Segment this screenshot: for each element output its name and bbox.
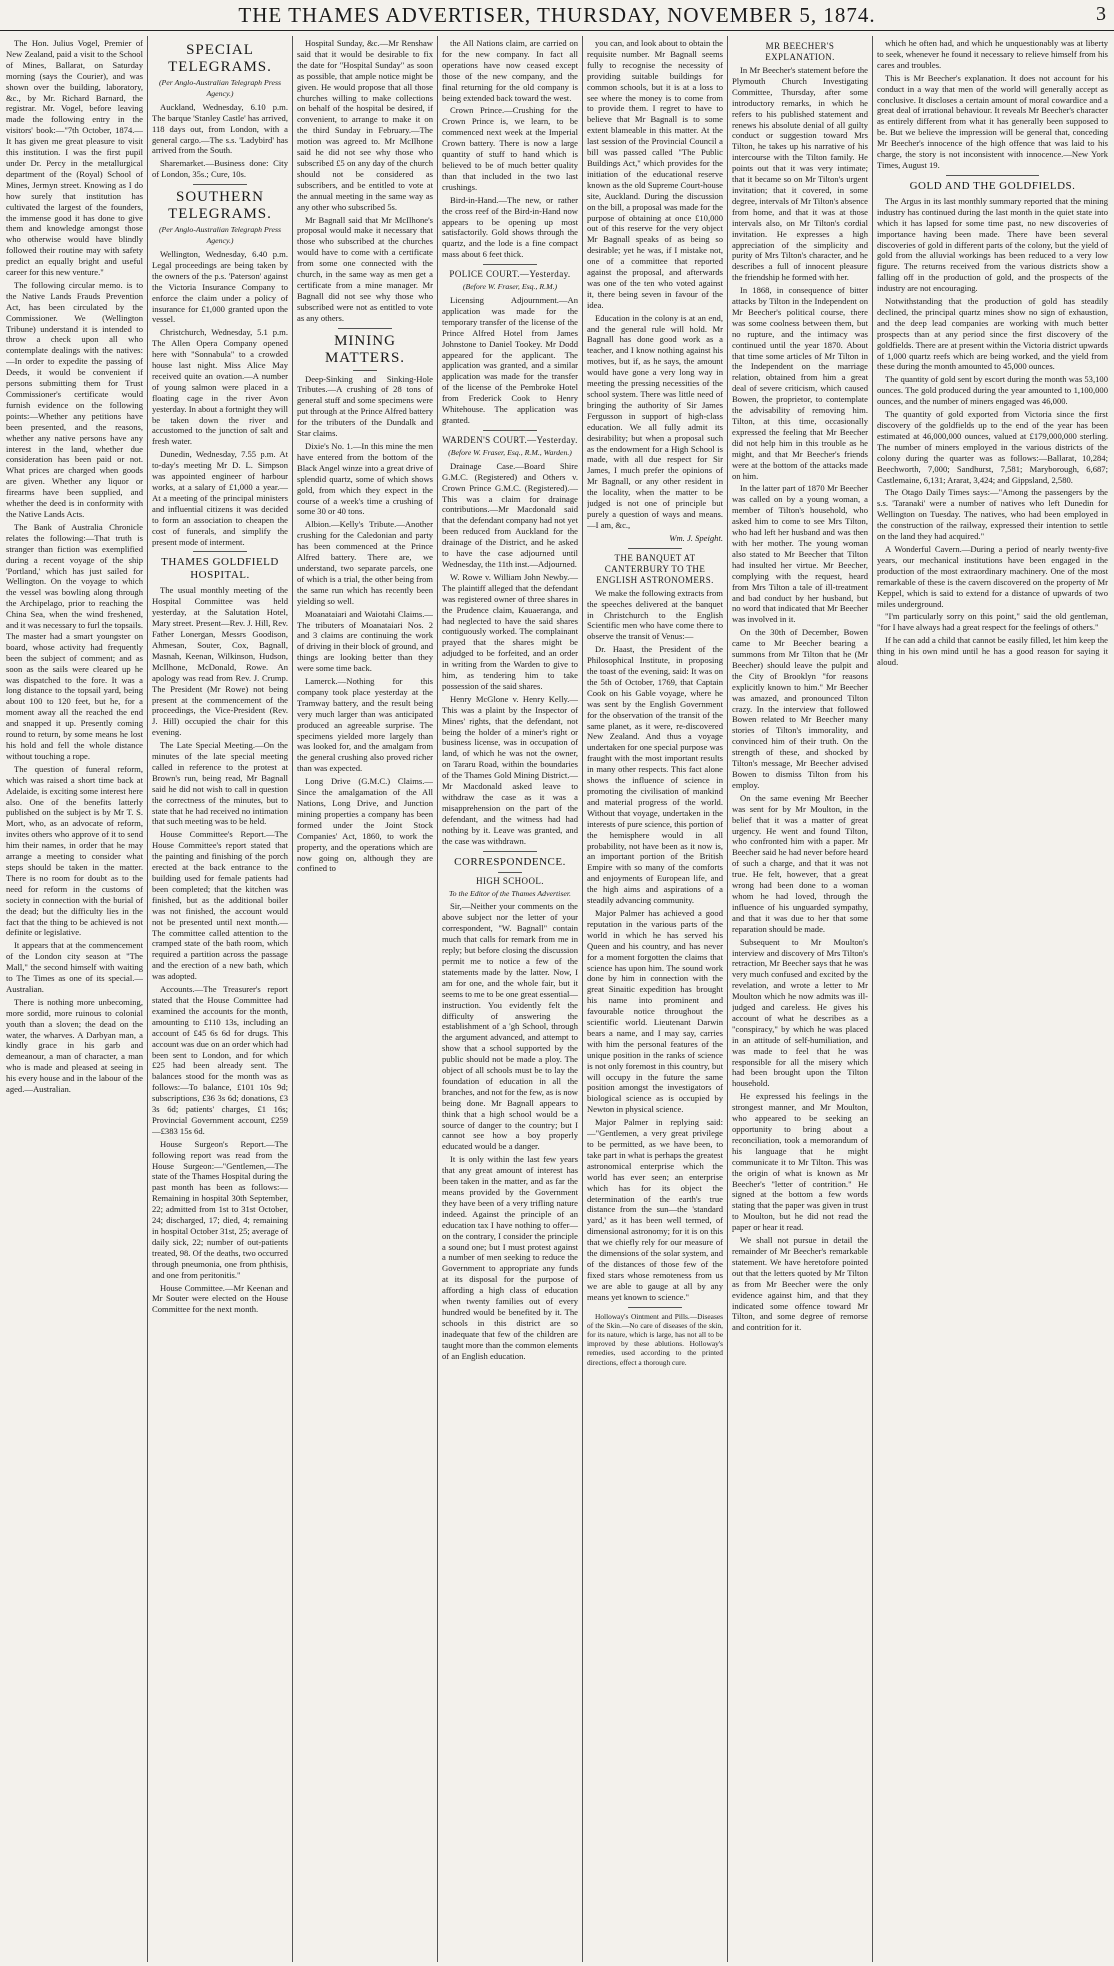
article-paragraph: The following circular memo. is to the Native Lands Frauds Prevention Act, has been circulated by the Commissioner. We (Wellington Tribune) understand it is intended to throw a check upon all who contemplate dealings with the natives:—In order to expedite the passing of Deeds, it would be convenient if persons submitting them for Trust Commissioner's certificate would furnish evidence on the following points:—Whether any petitions have been presented, and the reasons, whether any native persons have any interest in the land, whether due consideration has been paid or not. What prices are charged when goods are given. Whether any liquor or firearms have been supplied, and whether the deed is in conformity with the Native Lands Acts. bbox=[6, 279, 143, 519]
article-paragraph: The quantity of gold exported from Victoria since the first discovery of the goldfields up to the end of the year has been estimated at 46,000,000 ounces, valued at £179,000,000 sterling. The number of miners employed in the various districts of the colony during the quarter was as follows:—Ballarat, 10,284; Beechworth, 7,000; Sandhurst, 7,581; Maryborough, 6,687; Castlemaine, 6,131; Ararat, 3,424; and Gippsland, 2,580. bbox=[877, 409, 1108, 485]
section-heading: CORRESPONDENCE. bbox=[454, 855, 566, 868]
letter-addressee: To the Editor of the Thames Advertiser. bbox=[449, 888, 571, 898]
article-paragraph: you can, and look about to obtain the requisite number. Mr Bagnall seems fully to recognise the necessity of providing suitable buildings for common schools, but it is at a loss to see where the money is to come from to provide them. I regret to have to believe that Mr Bagnall is to some extent blameable in this matter. At the last session of the Provincial Council a bill was passed called "The Public Buildings Act," which provides for the initiation of the educational reserve known as the old Supreme Court-house site, Auckland. During the discussion on the bill, a proposal was made for the purpose of obtaining at once £10,000 out of this reserve for the very object Mr Bagnall speaks of as being so desirable; yet he was, if I mistake not, one of a committee that reported against the proposal, and afterwards was one of the ten who voted against it, there being seven in favour of the idea. bbox=[587, 38, 723, 310]
section-heading: THAMES GOLDFIELD HOSPITAL. bbox=[161, 556, 279, 582]
article-paragraph: On the 30th of December, Bowen came to Mr Beecher bearing a summons from Mr Tilton that he (Mr Beecher) should leave the pulpit and the City of Brooklyn "for reasons explicitly known to him." Mr Beecher was amazed, and pronounced Tilton crazy. In the interview that followed Bowen related to Mr Beecher many stories of Tilton's immorality, and convinced him of their truth. On the strength of these, and shocked by Tilton's message, Mr Beecher advised Bowen to dismiss Tilton from his employ. bbox=[732, 627, 868, 790]
article-paragraph: Henry McGlone v. Henry Kelly.—This was a plaint by the Inspector of Mines' rights, that the defendant, not being the holder of a miner's right or business license, was in occupation of land, of which he was not the owner, on Tararu Road, within the boundaries of the Thames Gold Mining District.—Mr Macdonald asked leave to withdraw the case as it was a misapprehension on the part of the defendant, and the witness had had nothing by it. Leave was granted, and the case was withdrawn. bbox=[442, 693, 578, 846]
article-paragraph: In Mr Beecher's statement before the Plymouth Church Investigating Committee, Thursday, after some introductory remarks, in which he refers to his published statement and renews his absolute denial of all guilty conduct or suggestion toward Mrs Tilton, he takes up his narrative of his intercourse with the Tilton family. He points out that it was very intimate; that it became so on Mr Tilton's urgent invitation; that it covered, in some degree, intervals of Mr Tilton's absence from home, and that it was at those intervals also, on Mr Tilton's cordial invitation. He expresses a high appreciation of the simplicity and purity of Mrs Tilton's character, and he describes a full of innocent pleasure the friendship he formed with her. bbox=[732, 65, 868, 283]
article-paragraph: Notwithstanding that the production of gold has steadily declined, the principal quartz mines show no sign of exhaustion, and the deep lead companies are working with much better prospects than at any period since the first discovery of the goldfields. There are at present within the Victoria district upwards of 1,000 quartz reefs which are being worked, and the yield from these during the month amounted to 45,000 ounces. bbox=[877, 296, 1108, 372]
article-paragraph: The Late Special Meeting.—On the minutes of the late special meeting called in reference to the protest at Brown's run, being read, Mr Bagnall said he did not wish to call in question the correctness of the minutes, but to state that he had received no intimation that such meeting was to be held. bbox=[152, 740, 288, 827]
article-paragraph: House Surgeon's Report.—The following report was read from the House Surgeon:—"Gentlemen,—The state of the Thames Hospital during the past month has been as follows:—Remaining in hospital 30th September, 22; admitted from 1st to 31st October, 24; discharged, 17; died, 4; remaining in hospital October 31st, 25; average of daily sick, 22; number of out-patients treated, 98. Of the deaths, two occurred through pneumonia, one from phthisis, and one from peritonitis." bbox=[152, 1138, 288, 1280]
article-paragraph: Licensing Adjournment.—An application was made for the temporary transfer of the license of the Prince Alfred Hotel from James Johnstone to Daniel Tookey. Mr Dodd appeared for the applicant. The application was granted, and a similar application was made for the transfer of the license of the Pembroke Hotel from Frederick Cook to Henry Whitehouse. The application was granted. bbox=[442, 295, 578, 425]
column-2 bbox=[152, 38, 288, 1962]
article-paragraph: Deep-Sinking and Sinking-Hole Tributes.—A crushing of 28 tons of general stuff and some specimens were put through at the Prince Alfred battery for the tributers of the Dundalk and Star claims. bbox=[297, 373, 433, 439]
column-5 bbox=[587, 38, 723, 1962]
divider bbox=[628, 1307, 682, 1308]
divider bbox=[628, 548, 682, 549]
article-paragraph: Subsequent to Mr Moulton's interview and discovery of Mrs Tilton's retraction, Mr Beecher says that he was very much confused and excited by the revelation, and wrote a letter to Mr Moulton which he now admits was ill-judged and careless. He gives his account of what he describes as a "conspiracy," by which he was placed in an attitude of self-humiliation, and was made to feel that he was responsible for all the misery which had been brought upon the Tilton household. bbox=[732, 936, 868, 1089]
telegram-wellington: Wellington, Wednesday, 6.40 p.m. Legal proceedings are being taken by the owners of the p.s. 'Paterson' against the Victoria Insurance Company to enforce the claim under a policy of insurance for £1,000 granted upon the vessel. bbox=[152, 248, 288, 325]
section-heading: THE BANQUET AT CANTERBURY TO THE ENGLISH ASTRONOMERS. bbox=[596, 552, 714, 585]
article-paragraph: It appears that at the commencement of the London city season at "The Mall," the second himself with waiting to The Times as one of its special.—Australian. bbox=[6, 940, 143, 994]
letter-signature: Wm. J. Speight. bbox=[669, 532, 723, 543]
court-before: (Before W. Fraser, Esq., R.M.) bbox=[462, 282, 558, 292]
telegram-dunedin: Dunedin, Wednesday, 7.55 p.m. At to-day's meeting Mr D. L. Simpson was appointed engineer of harbour works, at a salary of £1,000 a year.—At a meeting of the principal ministers and influential citizens it was decided to form an association to cheapen the cost of funerals, and simplify the present mode of interment. bbox=[152, 449, 288, 547]
divider bbox=[193, 551, 247, 552]
section-heading: MINING MATTERS. bbox=[324, 332, 406, 366]
article-paragraph: Lamerck.—Nothing for this company took place yesterday at the Tramway battery, and the result being very much larger than was anticipated produced an agreeable surprise. The specimens yielded more largely than was looked for, and the amalgam from the general crushing also proved richer than was expected. bbox=[297, 676, 433, 774]
article-paragraph: Education in the colony is at an end, and the general rule will hold. Mr Bagnall has done good work as a teacher, and I know nothing against his motives, but if, as he says, the amount would have gone a very long way in meeting the pressing necessities of the school system. There was little need of bringing the authority of Sir James Fergusson in support of high-class education. We all fully admit its desirability; but when a proposal such as the endowment for a High School is made, with all due respect for Sir James, I much prefer the opinions of Mr Bagnall, or any other resident in the locality, when the matter to be judged is not one of principle but purely a question of ways and means.—I am, &c., bbox=[587, 312, 723, 530]
article-paragraph: Drainage Case.—Board Shire G.M.C. (Registered) and Others v. Crown Prince G.M.C. (Registered).—This was a claim for drainage contributions.—Mr Macdonald said that the defendant company had not yet been reduced from Auckland for the drainage of the District, and he asked to have the case adjourned until Wednesday, the 11th inst.—Adjourned. bbox=[442, 460, 578, 569]
article-paragraph: Dixie's No. 1.—In this mine the men have entered from the bottom of the Black Angel winze into a great drive of splendid quartz, some of which shows gold, from which they expect in the course of a week's time a crushing of some 30 or 40 tons. bbox=[297, 441, 433, 517]
article-paragraph: Crown Prince.—Crushing for the Crown Prince is, we learn, to be commenced next week at the Imperial Crown battery. There is now a large quantity of stuff to hand which is believed to be of much better quality than that included in the two last crushings. bbox=[442, 105, 578, 192]
article-paragraph: Dr. Haast, the President of the Philosophical Institute, in proposing the toast of the evening, said: It was on the 5th of October, 1769, that Captain Cook on his Gable voyage, where he was sent by the English Government for the observation of the transit of the same planet, as it were, re-discovered New Zealand. And thus a voyage undertaken for one special purpose was fraught with the most important results in many other respects. This fact alone shows the influence of science in promoting the civilisation of mankind and material progress of the world. Without that voyage, undertaken in the interests of pure science, this portion of the hemisphere would in all probability, not have been as it now is, an important portion of the British Empire with so many of the comforts and enjoyments of European life, and the high aims and aspirations of a steadily advancing community. bbox=[587, 644, 723, 906]
court-before: (Before W. Fraser, Esq., R.M., Warden.) bbox=[448, 447, 572, 457]
article-paragraph: On the same evening Mr Beecher was sent for by Mr Moulton, in the belief that it was a matter of great urgency. He went and found Tilton, who confronted him with a paper. Mr Beecher said he had never before heard of such a charge, and that it was not true. He felt, however, that a great wrong had been done to a woman whom he had loved, through the influence of his unguarded sympathy, and that it was due to her that some reparation should be made. bbox=[732, 792, 868, 934]
column-rule bbox=[582, 36, 583, 1962]
article-paragraph: The Otago Daily Times says:—"Among the passengers by the s.s. 'Taranaki' were a number of natives who left Dunedin for Wellington on Tuesday. The natives, who had been employed in the construction of the railway, expressed their intention to settle on the land they had acquired." bbox=[877, 487, 1108, 542]
divider bbox=[483, 264, 537, 265]
article-paragraph: The quantity of gold sent by escort during the month was 53,100 ounces. The gold produced during the year amounted to 1,100,000 ounces, and the number of miners engaged was 46,000. bbox=[877, 374, 1108, 407]
article-paragraph: W. Rowe v. William John Newby.—The plaintiff alleged that the defendant was registered owner of three shares in the Prudence claim, Kauaeranga, and had neglected to have the said shares contiguously worked. The complainant prayed that the shares might be adjudged to be forfeited, and an order in writing from the Warden to give to him, as tendering him to take possession of the said shares. bbox=[442, 571, 578, 691]
column-4 bbox=[442, 38, 578, 1962]
article-paragraph: Hospital Sunday, &c.—Mr Renshaw said that it would be desirable to fix the date for "Hospital Sunday" as soon as possible, that ample notice might be given. He would propose that all those churches willing to make collections on behalf of the hospital be desired, if convenient, to arrange to make it on the third Sunday in February.—The motion was agreed to. Mr McIlhone said he did not see why those who subscribed £5 on any day of the church should not be considered as subscribers, and be entitled to vote at the annual meeting in the same way as any other who subscribed 5s. bbox=[297, 38, 433, 212]
column-rule bbox=[872, 36, 873, 1962]
article-paragraph: the All Nations claim, are carried on for the new company. In fact all operations have now ceased except those of the new company, and the final returning for the old company is being extended back toward the west. bbox=[442, 38, 578, 103]
article-paragraph: This is Mr Beecher's explanation. It does not account for his conduct in a way that men of the world will generally accept as conclusive. It discloses a certain amount of moral cowardice and a great deal of irrational behaviour. It reveals Mr Beecher's character as entirely different from what it has generally been supposed to be. But we believe the impression will be general that, conceding Mr Beecher's innocence of the high offence that was laid to his charge, the story is not inconsistent with innocence.—New York Times, August 19. bbox=[877, 72, 1108, 170]
article-paragraph: Major Palmer has achieved a good reputation in the various parts of the world in which he has served his Queen and his country, and has never for a moment forgotten the claims that science has upon him. The sound work done by him in connection with the great Sinaitic expedition has brought his name into prominent and favourable notice throughout the scientific world. Lieutenant Darwin bears a name, and I may say, carries with him the personal features of the unique position in the ranks of science is not only foremost in this country, but will occupy in the future the same position amongst the investigators of biological science as is occupied by Newton in physical science. bbox=[587, 907, 723, 1115]
section-heading: SOUTHERN TELEGRAMS. bbox=[168, 189, 272, 223]
article-paragraph: Bird-in-Hand.—The new, or rather the cross reef of the Bird-in-Hand now appears to be opening up most satisfactorily. Gold shows through the quartz, and the lode is a fine compact mass about 6 feet thick. bbox=[442, 194, 578, 260]
article-paragraph: House Committee's Report.—The House Committee's report stated that the painting and finishing of the porch erected at the back entrance to the building used for female patients had been completed; that the kitchen was finished, but as the additional boiler was not finished, the account would not be presented until next month.—The committee called attention to the cramped state of the bath room, which required a partition across the passage and the erection of a new bath, which was adopted. bbox=[152, 829, 288, 982]
masthead bbox=[0, 0, 1114, 31]
article-paragraph: "I'm particularly sorry on this point," said the old gentleman, "for I have always had a great respect for the feelings of others." bbox=[877, 611, 1108, 633]
divider bbox=[193, 184, 247, 185]
article-paragraph: The usual monthly meeting of the Hospital Committee was held yesterday, at the Salutation Hotel, Mary street. Present—Rev. J. Hill, Rev. Father Lonergan, Messrs Goodison, Ahmesan, Souter, Cox, Bagnall, Masnah, Keenan, Wilkinson, Hudson, McIlhone, McDonald, Rowe. An apology was read from Rev. J. Crump. The President (Mr Rowe) not being present at the commencement of the proceedings, the Vice-President (Rev. J. Hill) occupied the chair for this evening. bbox=[152, 585, 288, 738]
article-paragraph: The Argus in its last monthly summary reported that the mining industry has continued during the last month in the quiet state into which it has lapsed for some time past, no new discoveries of importance having been made. There have been several discoveries of gold in different parts of the colony, but the yield of gold from the alluvial workings has been reduced to a very low figure. The returns received from the various districts show a falling off in the production of gold, and the prospects of the industry are not encouraging. bbox=[877, 195, 1108, 294]
section-heading: SPECIAL TELEGRAMS. bbox=[168, 42, 272, 75]
divider bbox=[483, 430, 537, 431]
section-heading: WARDEN'S COURT.—Yesterday. bbox=[442, 434, 578, 445]
article-paragraph: In the latter part of 1870 Mr Beecher was called on by a young woman, a member of Tilton's household, who asked him to come to see Mrs Tilton, who had left her husband and was then with her mother. The young woman also stated to Mr Beecher that Tilton had insulted her virtue. Mr Beecher, complying with the request, heard from Mrs Tilton a tale of ill-treatment and bad conduct by her husband, but no word that indicated that Mr Beecher was involved in it. bbox=[732, 483, 868, 625]
advertisement-note: Holloway's Ointment and Pills.—Diseases of the Skin.—No care of diseases of the skin, for its nature, which is large, has not all to be improved by these ablutions. Holloway's remedies, used according to the printed directions, effect a thorough cure. bbox=[587, 1311, 723, 1367]
column-3 bbox=[297, 38, 433, 1962]
article-paragraph: There is nothing more unbecoming, more sordid, more ruinous to colonial youth than a sloven; the dead on the water, the wharves. A Darbyan man, a kindly grace in his garb and demeanour, a man of character, a man who is made and pleased at seeing in his every house and in the labour of the aged.—Australian. bbox=[6, 996, 143, 1095]
divider bbox=[498, 872, 522, 873]
telegram-auckland: Auckland, Wednesday, 6.10 p.m. The barque 'Stanley Castle' has arrived, 118 days out, from London, with a general cargo.—The s.s. 'Ladybird' has arrived from the South. bbox=[152, 101, 288, 156]
divider bbox=[353, 370, 377, 371]
article-paragraph: We shall not pursue in detail the remainder of Mr Beecher's remarkable statement. We have heretofore pointed out that the letters quoted by Mr Tilton as from Mr Beecher were the only evidence against him, and that they indicated some offence toward Mr Tilton, and some degree of remorse and contrition for it. bbox=[732, 1235, 868, 1333]
article-paragraph: If he can add a child that cannot be easily filled, let him keep the thing in his own mind until he has a good reason for saying it aloud. bbox=[877, 635, 1108, 668]
column-1 bbox=[6, 38, 143, 1962]
telegram-christchurch: Christchurch, Wednesday, 5.1 p.m. The Allen Opera Company opened here with "Sonnabula" to a crowded house last night. Miss Alice May received quite an ovation.—A number of young salmon were placed in a floating cage in the river Avon yesterday. In about a fortnight they will be taken down the river and accustomed to the junction of salt and fresh water. bbox=[152, 327, 288, 447]
divider bbox=[946, 175, 1038, 176]
article-paragraph: House Committee.—Mr Keenan and Mr Souter were elected on the House Committee for the next month. bbox=[152, 1282, 288, 1315]
article-paragraph: Albion.—Kelly's Tribute.—Another crushing for the Caledonian and party has been commenced at the Prince Alfred battery. There are, we understand, two separate parcels, one of which is a trial, the other being from the same run which has recently been yielding so well. bbox=[297, 519, 433, 606]
agency-credit: (Per Anglo-Australian Telegraph Press Agency.) bbox=[158, 78, 282, 98]
article-paragraph: It is only within the last few years that any great amount of interest has been taken in the matter, and as far the means provided by the Government they have been of a very trifling nature indeed. Against the principle of an education tax I have nothing to offer—on the contrary, I consider the principle a sound one; but I must protest against a number of men seeking to reduce the Government to appropriate any funds at its disposal for the purpose of affording a high class of education when twenty families out of every hundred would be benefited by it. The schools in this district are so inadequate that few of the children are taught more than the common elements of an English education. bbox=[442, 1154, 578, 1361]
article-paragraph: In 1868, in consequence of bitter attacks by Tilton in the Independent on Mr Beecher's political course, there was some coolness between them, but no rupture, and the intimacy was continued until the year 1870. About that time some articles of Mr Tilton in the Independent on the marriage relation, obtained from him a great deal of severe criticism, which caused Bowen, the proprietor, to contemplate the advisability of removing him. Tilton, at this time, occasionally expressed the feeling that Mr Beecher did not help him in this trouble as he might, and that Mr Beecher's friends were at the bottom of the attacks made on him. bbox=[732, 285, 868, 481]
masthead-title: THE THAMES ADVERTISER, THURSDAY, NOVEMBER 5, 1874. bbox=[238, 3, 876, 27]
article-paragraph: The question of funeral reform, which was raised a short time back at Adelaide, is exciting some interest here also. One of the benefits latterly published on the subject is by Mr T. S. Mort, who, as an advocate of reform, invites others who approve of it to send him their names, in order that he may arrange a meeting to consider what steps should be taken in the matter. There is no room for doubt as to the need for reform in the customs of society in connection with the burial of the dead; but the difficulty lies in the fact that the thing to be achieved is not definite or legislative. bbox=[6, 763, 143, 938]
article-paragraph: Moanataiari and Waiotahi Claims.—The tributers of Moanataiari Nos. 2 and 3 claims are continuing the work of driving in their block of ground, and things are looking better than they were some time back. bbox=[297, 608, 433, 674]
article-paragraph: A Wonderful Cavern.—During a period of nearly twenty-five years, our mechanical institutions have been engaged in the production of the most extraordinary machinery. One of the most remarkable of these is the cavern discovered on the property of Mr Keppel, which is said to extend for a distance of upwards of two miles underground. bbox=[877, 543, 1108, 609]
column-rule bbox=[437, 36, 438, 1962]
article-paragraph: He expressed his feelings in the strongest manner, and Mr Moulton, who appeared to be seeking an opportunity to bring about a reconciliation, took a memorandum of his language that he might communicate it to Mr Tilton. This was the origin of what is known as Mr Beecher's "letter of contrition." He signed at the bottom a few words stating that the paper was given in trust to Moulton, but he did not read the paper or hear it read. bbox=[732, 1091, 868, 1233]
section-heading: GOLD AND THE GOLDFIELDS. bbox=[909, 179, 1076, 192]
article-paragraph: We make the following extracts from the speeches delivered at the banquet in Christchurch to the English Scientific men who have come there to observe the transit of Venus:— bbox=[587, 587, 723, 642]
agency-credit: (Per Anglo-Australian Telegraph Press Agency.) bbox=[158, 225, 282, 246]
article-paragraph: Major Palmer in replying said:—"Gentlemen, a very great privilege to be permitted, as we have been, to take part in what is perhaps the greatest astronomical enterprise which the world has ever seen; an enterprise which has for its object the determination of the earth's true distance from the sun—the 'standard yard,' as it has been well termed, of dimensional astronomy; for it is on this that we chiefly rely for our measure of the dimensions of the solar system, and of the distances of those few of the fixed stars whose remoteness from us we are able to gauge at all by any means yet known to science." bbox=[587, 1117, 723, 1302]
column-rule bbox=[147, 36, 148, 1962]
letter-heading: HIGH SCHOOL. bbox=[476, 875, 544, 886]
divider bbox=[483, 851, 537, 852]
column-6 bbox=[732, 38, 868, 1962]
divider bbox=[338, 328, 392, 329]
telegram-sharemarket: Sharemarket.—Business done: City of London, 35s.; Cure, 10s. bbox=[152, 158, 288, 180]
article-paragraph: which he often had, and which he unquestionably was at liberty to seek, whenever he found it necessary to relieve himself from his cares and troubles. bbox=[877, 38, 1108, 70]
page-number: 3 bbox=[1096, 3, 1106, 25]
article-paragraph: The Bank of Australia Chronicle relates the following:—That truth is stranger than fiction was exemplified during a recent voyage of the ship 'Portland,' which has just sailed for Wellington. On the voyage to which the vessel was bowling along through the Archipelago, prior to reaching the China Sea, when the wind freshened, and it was necessary to furl the topsails. The master had a smart youngster on board, whose activity had frequently been the subject of comment; and as soon as the sails were cleared up he was dispatched to the fore. It was a long distance to the topsail yard, being about 100 to 120 feet, but he, for a moment away all the reached the end and snapped it up. Presently coming round to return, by some means he lost his hold and fell the whole distance without touching a rope. bbox=[6, 521, 143, 761]
article-paragraph: Mr Bagnall said that Mr McIlhone's proposal would make it necessary that those who subscribed at the churches would have to come with a certificate from some one connected with the church, in the same way as men get a certificate from a mine manager. Mr Bagnall did not see why those who subscribed were not as entitled to vote as any others. bbox=[297, 214, 433, 323]
article-paragraph: Long Drive (G.M.C.) Claims.—Since the amalgamation of the All Nations, Long Drive, and Junction mining properties a company has been formed under the Joint Stock Companies' Act, 1860, to work the property, and the operations which are now going on, although they are confined to bbox=[297, 776, 433, 874]
article-paragraph: Sir,—Neither your comments on the above subject nor the letter of your correspondent, "W. Bagnall" contain much that calls for remark from me in reply; but before closing the discussion permit me to notice a few of the statements made by the latter. Now, I am for one, and the whole fair, but it seems to me to be one great essential—instruction. You evidently felt the difficulty of answering the establishment of a 'gh School, through the argument advanced, and attempt to show that a school supported by the public should not be made a ploy. The object of all schools must be to lay the foundation of education in all the branches, and not for the few, as is now being done. Mr Bagnall appears to think that a high school would be a source of danger to the country; but I cannot see how a boy properly educated would be a danger. bbox=[442, 901, 578, 1152]
column-rule bbox=[292, 36, 293, 1962]
article-paragraph: Accounts.—The Treasurer's report stated that the House Committee had examined the accounts for the month, amounting to £110 13s, including an account of £45 6s 6d for drugs. This account was due on an order which had been sent to London, and for which £25 had been already sent. The balances stood for the month was as follows:—To balance, £101 10s 9d; subscriptions, £36 3s 6d; donations, £3 3s 6d; patients' charges, £1 16s; Provincial Government account, £259—£383 15s 6d. bbox=[152, 984, 288, 1136]
column-rule bbox=[727, 36, 728, 1962]
column-7 bbox=[877, 38, 1108, 1962]
section-heading: POLICE COURT.—Yesterday. bbox=[449, 269, 571, 280]
article-paragraph: The Hon. Julius Vogel, Premier of New Zealand, paid a visit to the School of Mines, Ballarat, on Saturday morning (says the Courier), and was shown over the building, laboratory, &c., by Mr. Richard Barnard, the registrar. Mr. Vogel, before leaving made the following entry in the visitors' book:—"7th October, 1874.—It has given me great pleasure to visit this institution. I was the first pupil under Dr. Percy in the metallurgical department of the (Royal) School of Mines, Jermyn street. Knowing as I do how surely that institution has cultivated the largest of the founders, the immense good it has done to give them and knowledge amongst those who otherwise would have blindly followed their routine may with safety predict an equally bright and useful career for this new venture." bbox=[6, 38, 143, 278]
section-heading: MR BEECHER'S EXPLANATION. bbox=[765, 41, 835, 62]
